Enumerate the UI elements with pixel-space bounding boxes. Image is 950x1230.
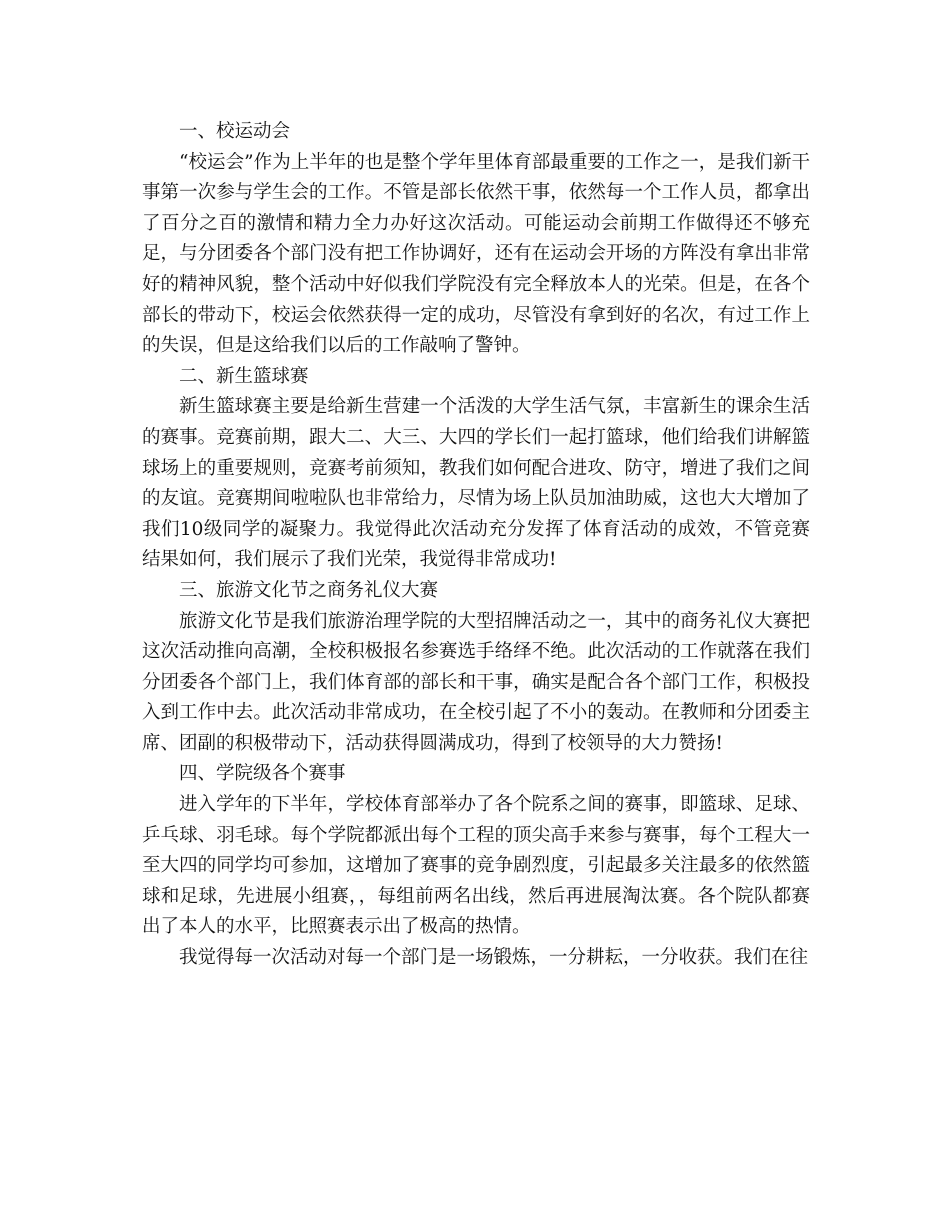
document-body — [142, 117, 810, 974]
section-heading: 一、校运动会 — [179, 121, 291, 142]
section-paragraph: 进入学年的下半年，学校体育部举办了各个院系之间的赛事，即篮球、足球、乒乓球、羽毛球。每个学院都派出每个工程的顶尖高手来参与赛事，每个工程大一至大四的同学均可参加，这增加了赛事的竞争剧烈度，引起最多关注最多的依然篮球和足球，先进展小组赛，，每组前两名出线，然后再进展淘汰赛。各个院队都赛出了本人的水平，比照赛表示出了极高的热情。 — [142, 794, 810, 938]
section-paragraph: “校运会”作为上半年的也是整个学年里体育部最重要的工作之一，是我们新干事第一次参与学生会的工作。不管是部长依然干事，依然每一个工作人员，都拿出了百分之百的激情和精力全力办好这次活动。可能运动会前期工作做得还不够充足，与分团委各个部门没有把工作协调好，还有在运动会开场的方阵没有拿出非常好的精神风貌，整个活动中好似我们学院没有完全释放本人的光荣。但是，在各个部长的带动下，校运会依然获得一定的成功，尽管没有拿到好的名次，有过工作上的失误，但是这给我们以后的工作敲响了警钟。 — [142, 151, 810, 357]
section-heading: 二、新生篮球赛 — [179, 365, 309, 387]
section-paragraph: 新生篮球赛主要是给新生营建一个活泼的大学生活气氛，丰富新生的课余生活的赛事。竞赛前期，跟大二、大三、大四的学长们一起打篮球，他们给我们讲解篮球场上的重要规则，竞赛考前须知，教我们如何配合进攻、防守，增进了我们之间的友谊。竞赛期间啦啦队也非常给力，尽情为场上队员加油助威，这也大大增加了我们10级同学的凝聚力。我觉得此次活动充分发挥了体育活动的成效，不管竞赛结果如何，我们展示了我们光荣，我觉得非常成功! — [142, 396, 810, 571]
section-heading: 四、学院级各个赛事 — [179, 763, 346, 785]
section-paragraph: 我觉得每一次活动对每一个部门是一场锻炼，一分耕耘，一分收获。我们在往 — [179, 947, 809, 969]
section-heading: 三、旅游文化节之商务礼仪大赛 — [179, 579, 439, 601]
section-paragraph: 旅游文化节是我们旅游治理学院的大型招牌活动之一，其中的商务礼仪大赛把这次活动推向高潮，全校积极报名参赛选手络绎不绝。此次活动的工作就落在我们分团委各个部门上，我们体育部的部长和干事，确实是配合各个部门工作，积极投入到工作中去。此次活动非常成功，在全校引起了不小的轰动。在教师和分团委主席、团副的积极带动下，活动获得圆满成功，得到了校领导的大力赞扬! — [142, 610, 810, 754]
